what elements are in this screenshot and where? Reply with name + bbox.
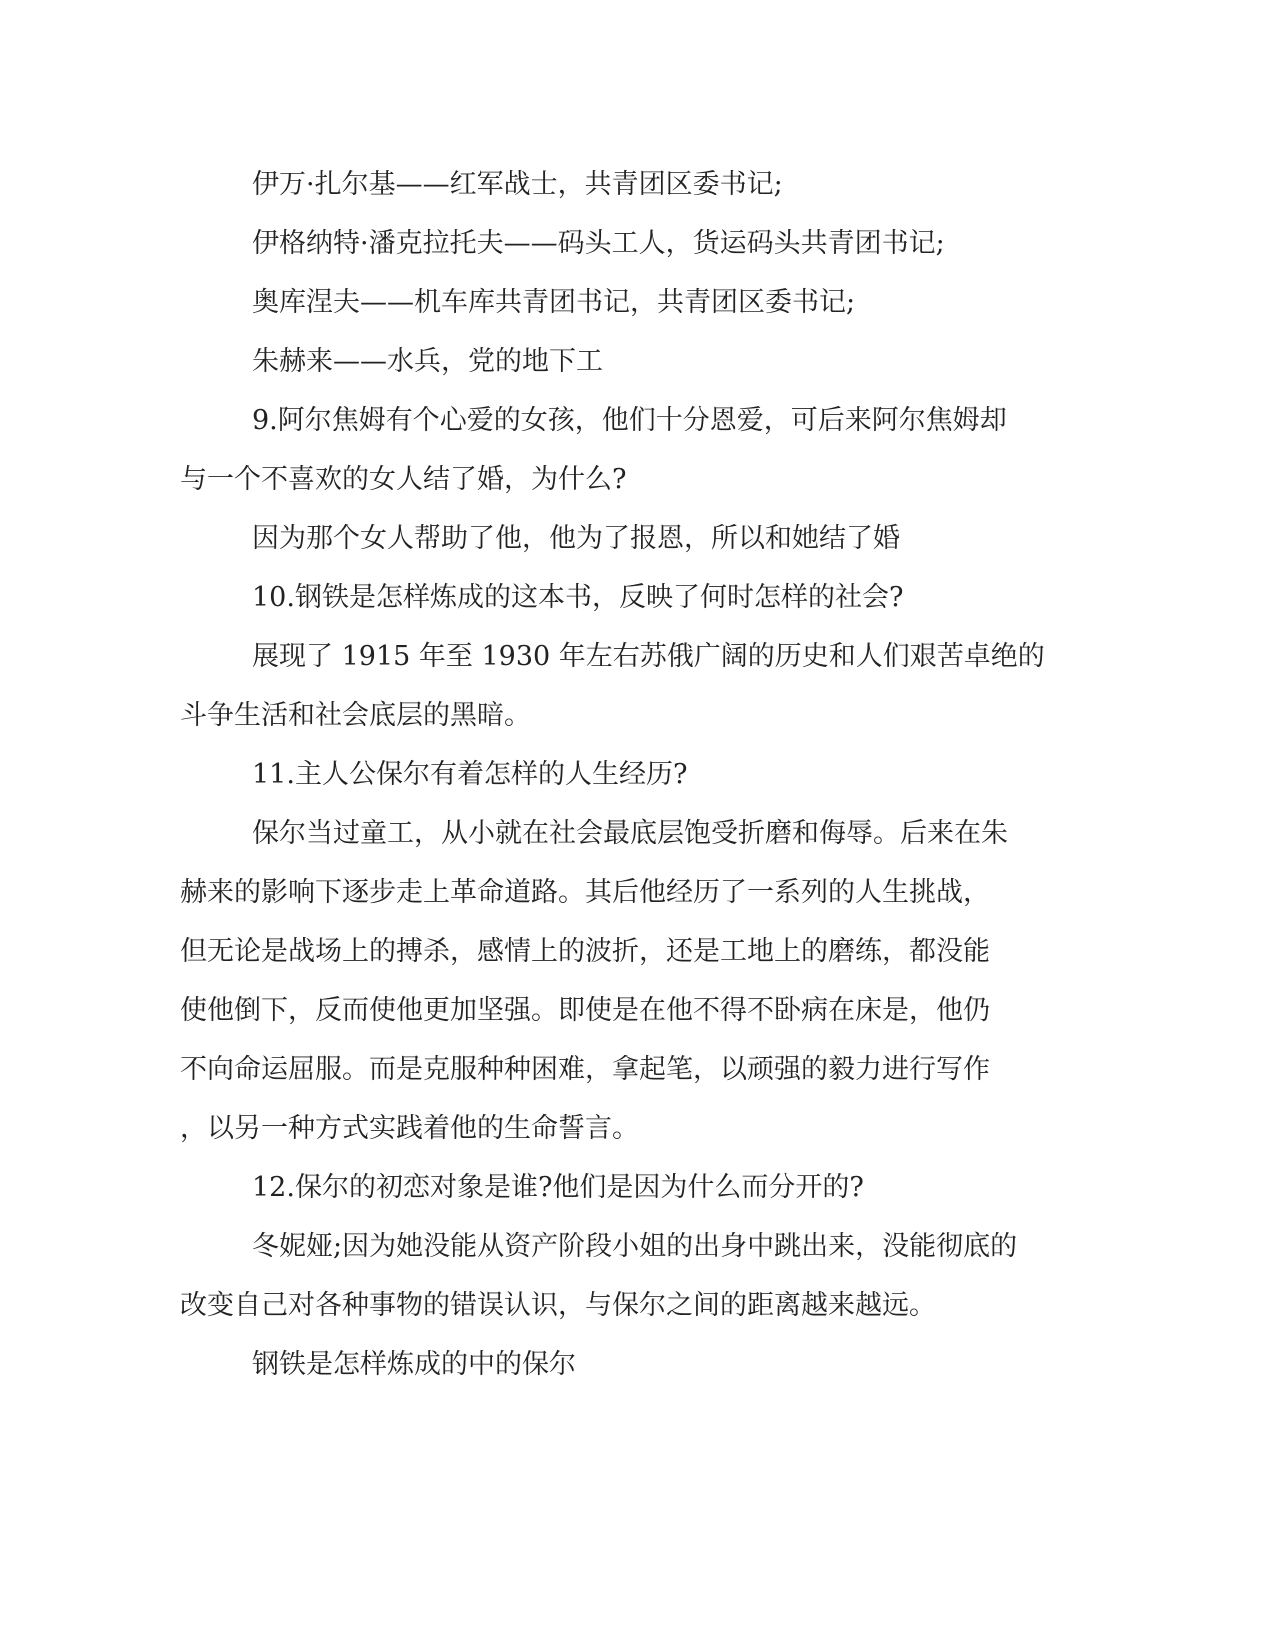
question-10: 10.钢铁是怎样炼成的这本书，反映了何时怎样的社会?: [252, 582, 904, 613]
answer-11-line-6: ，以另一种方式实践着他的生命誓言。: [180, 1113, 639, 1144]
answer-11-line-2: 赫来的影响下逐步走上革命道路。其后他经历了一系列的人生挑战，: [180, 877, 990, 908]
text-line: 奥库涅夫——机车库共青团书记，共青团区委书记;: [252, 287, 856, 318]
document-body: [180, 155, 1045, 1394]
text-line: 朱赫来——水兵，党的地下工: [252, 346, 603, 377]
answer-11-line-4: 使他倒下，反而使他更加坚强。即使是在他不得不卧病在床是，他仍: [180, 995, 990, 1026]
question-11: 11.主人公保尔有着怎样的人生经历?: [252, 759, 688, 790]
answer-11-line-1: 保尔当过童工，从小就在社会最底层饱受折磨和侮辱。后来在朱: [252, 818, 1008, 849]
question-12: 12.保尔的初恋对象是谁?他们是因为什么而分开的?: [252, 1172, 864, 1203]
answer-12-line-1: 冬妮娅;因为她没能从资产阶段小姐的出身中跳出来，没能彻底的: [252, 1231, 1018, 1262]
text-line: 伊格纳特·潘克拉托夫——码头工人，货运码头共青团书记;: [252, 228, 945, 259]
answer-10-line-2: 斗争生活和社会底层的黑暗。: [180, 700, 531, 731]
answer-10-line-1: 展现了 1915 年至 1930 年左右苏俄广阔的历史和人们艰苦卓绝的: [252, 641, 1045, 672]
question-9-line-1: 9.阿尔焦姆有个心爱的女孩，他们十分恩爱，可后来阿尔焦姆却: [252, 405, 1007, 436]
answer-12-line-2: 改变自己对各种事物的错误认识，与保尔之间的距离越来越远。: [180, 1290, 936, 1321]
answer-9: 因为那个女人帮助了他，他为了报恩，所以和她结了婚: [252, 523, 900, 554]
answer-11-line-5: 不向命运屈服。而是克服种种困难，拿起笔，以顽强的毅力进行写作: [180, 1054, 990, 1085]
question-9-line-2: 与一个不喜欢的女人结了婚，为什么?: [180, 464, 627, 495]
text-line: 伊万·扎尔基——红军战士，共青团区委书记;: [252, 169, 783, 200]
section-heading: 钢铁是怎样炼成的中的保尔: [252, 1349, 576, 1380]
answer-11-line-3: 但无论是战场上的搏杀，感情上的波折，还是工地上的磨练，都没能: [180, 936, 990, 967]
